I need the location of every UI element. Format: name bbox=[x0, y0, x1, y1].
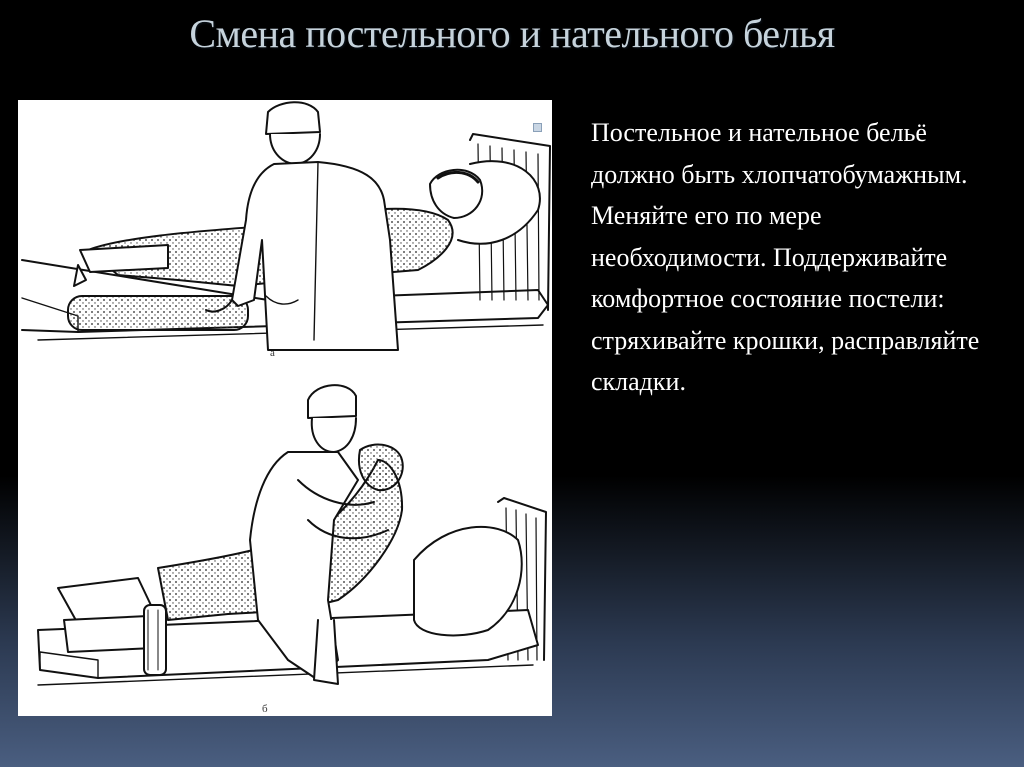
figure-label-a: а bbox=[270, 347, 275, 359]
bottom-scene bbox=[38, 385, 546, 715]
nursing-care-illustration bbox=[18, 100, 552, 716]
slide-title: Смена постельного и нательного белья bbox=[189, 11, 835, 56]
top-scene bbox=[22, 102, 550, 359]
bullet-marker bbox=[533, 123, 542, 132]
body-text: Постельное и нательное бельё должно быть хлопчатобумажным. Меняйте его по мере необходимости. Поддерживайте комфортное состояние постели: стряхивайте крошки, расправляйте складки. bbox=[591, 118, 980, 396]
figure-label-b: б bbox=[262, 703, 268, 715]
